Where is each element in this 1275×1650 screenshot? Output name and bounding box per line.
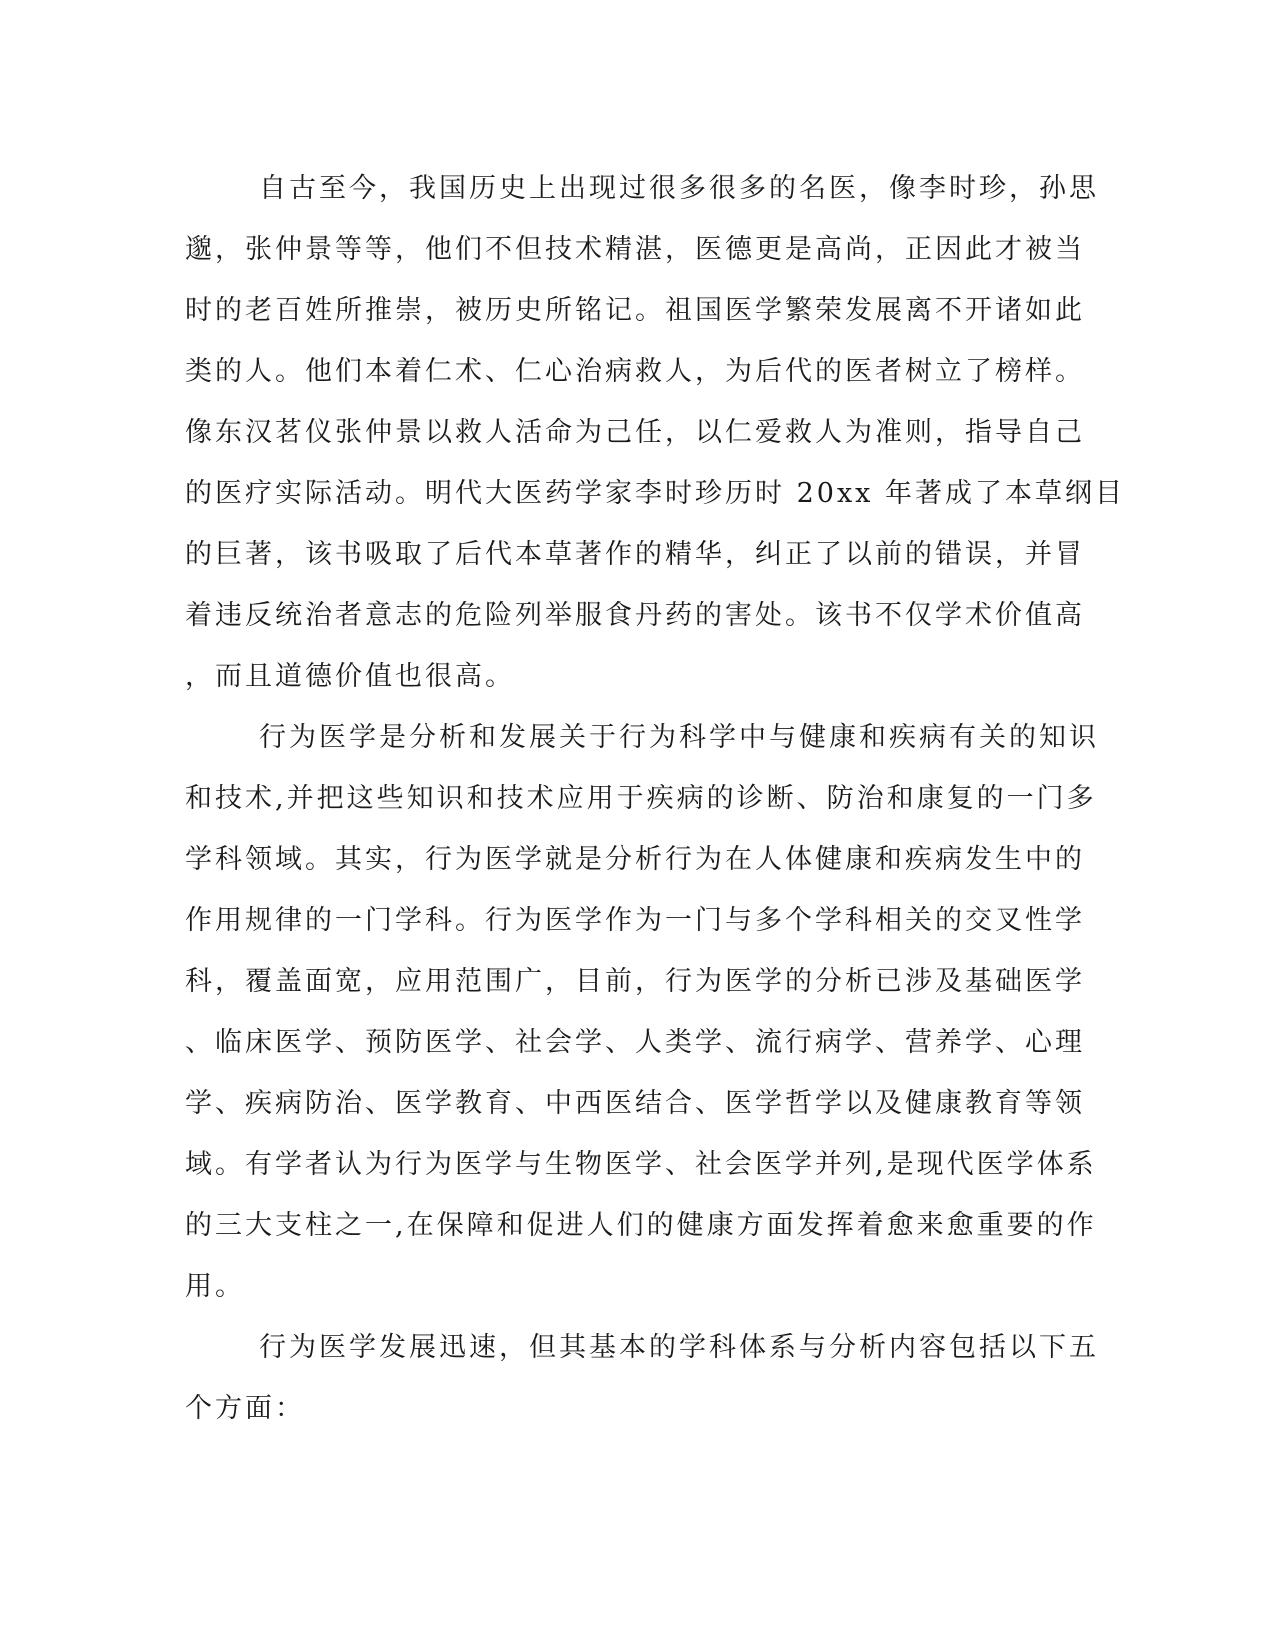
text-line: 个方面： bbox=[185, 1393, 305, 1424]
text-line: 行为医学发展迅速，但其基本的学科体系与分析内容包括以下五 bbox=[259, 1332, 1099, 1363]
paragraph-1 bbox=[185, 158, 1125, 707]
body-text bbox=[185, 158, 1125, 1439]
text-line: 时的老百姓所推崇，被历史所铭记。祖国医学繁荣发展离不开诸如此 bbox=[185, 295, 1085, 326]
text-line: 域。有学者认为行为医学与生物医学、社会医学并列,是现代医学体系 bbox=[185, 1149, 1097, 1180]
text-line: 类的人。他们本着仁术、仁心治病救人，为后代的医者树立了榜样。 bbox=[185, 356, 1085, 387]
text-line: 学科领域。其实，行为医学就是分析行为在人体健康和疾病发生中的 bbox=[185, 844, 1085, 875]
text-line: 的三大支柱之一,在保障和促进人们的健康方面发挥着愈来愈重要的作 bbox=[185, 1210, 1097, 1241]
text-line: 邈，张仲景等等，他们不但技术精湛，医德更是高尚，正因此才被当 bbox=[185, 234, 1085, 265]
text-line: 科，覆盖面宽，应用范围广，目前，行为医学的分析已涉及基础医学 bbox=[185, 966, 1085, 997]
paragraph-2 bbox=[185, 707, 1099, 1317]
text-line: 和技术,并把这些知识和技术应用于疾病的诊断、防治和康复的一门多 bbox=[185, 783, 1097, 814]
paragraph-3 bbox=[185, 1317, 1099, 1439]
text-line: ，而且道德价值也很高。 bbox=[185, 661, 515, 692]
text-line: 用。 bbox=[185, 1271, 245, 1302]
text-line: 学、疾病防治、医学教育、中西医结合、医学哲学以及健康教育等领 bbox=[185, 1088, 1085, 1119]
text-line: 的医疗实际活动。明代大医药学家李时珍历时 20xx 年著成了本草纲目 bbox=[185, 478, 1125, 509]
text-line: 的巨著，该书吸取了后代本草著作的精华，纠正了以前的错误，并冒 bbox=[185, 539, 1085, 570]
text-line: 着违反统治者意志的危险列举服食丹药的害处。该书不仅学术价值高 bbox=[185, 600, 1085, 631]
text-line: 像东汉茗仪张仲景以救人活命为己任，以仁爱救人为准则，指导自己 bbox=[185, 417, 1085, 448]
text-line: 、临床医学、预防医学、社会学、人类学、流行病学、营养学、心理 bbox=[185, 1027, 1085, 1058]
text-line: 作用规律的一门学科。行为医学作为一门与多个学科相关的交叉性学 bbox=[185, 905, 1085, 936]
text-line: 自古至今，我国历史上出现过很多很多的名医，像李时珍，孙思 bbox=[259, 173, 1099, 204]
text-line: 行为医学是分析和发展关于行为科学中与健康和疾病有关的知识 bbox=[259, 722, 1099, 753]
